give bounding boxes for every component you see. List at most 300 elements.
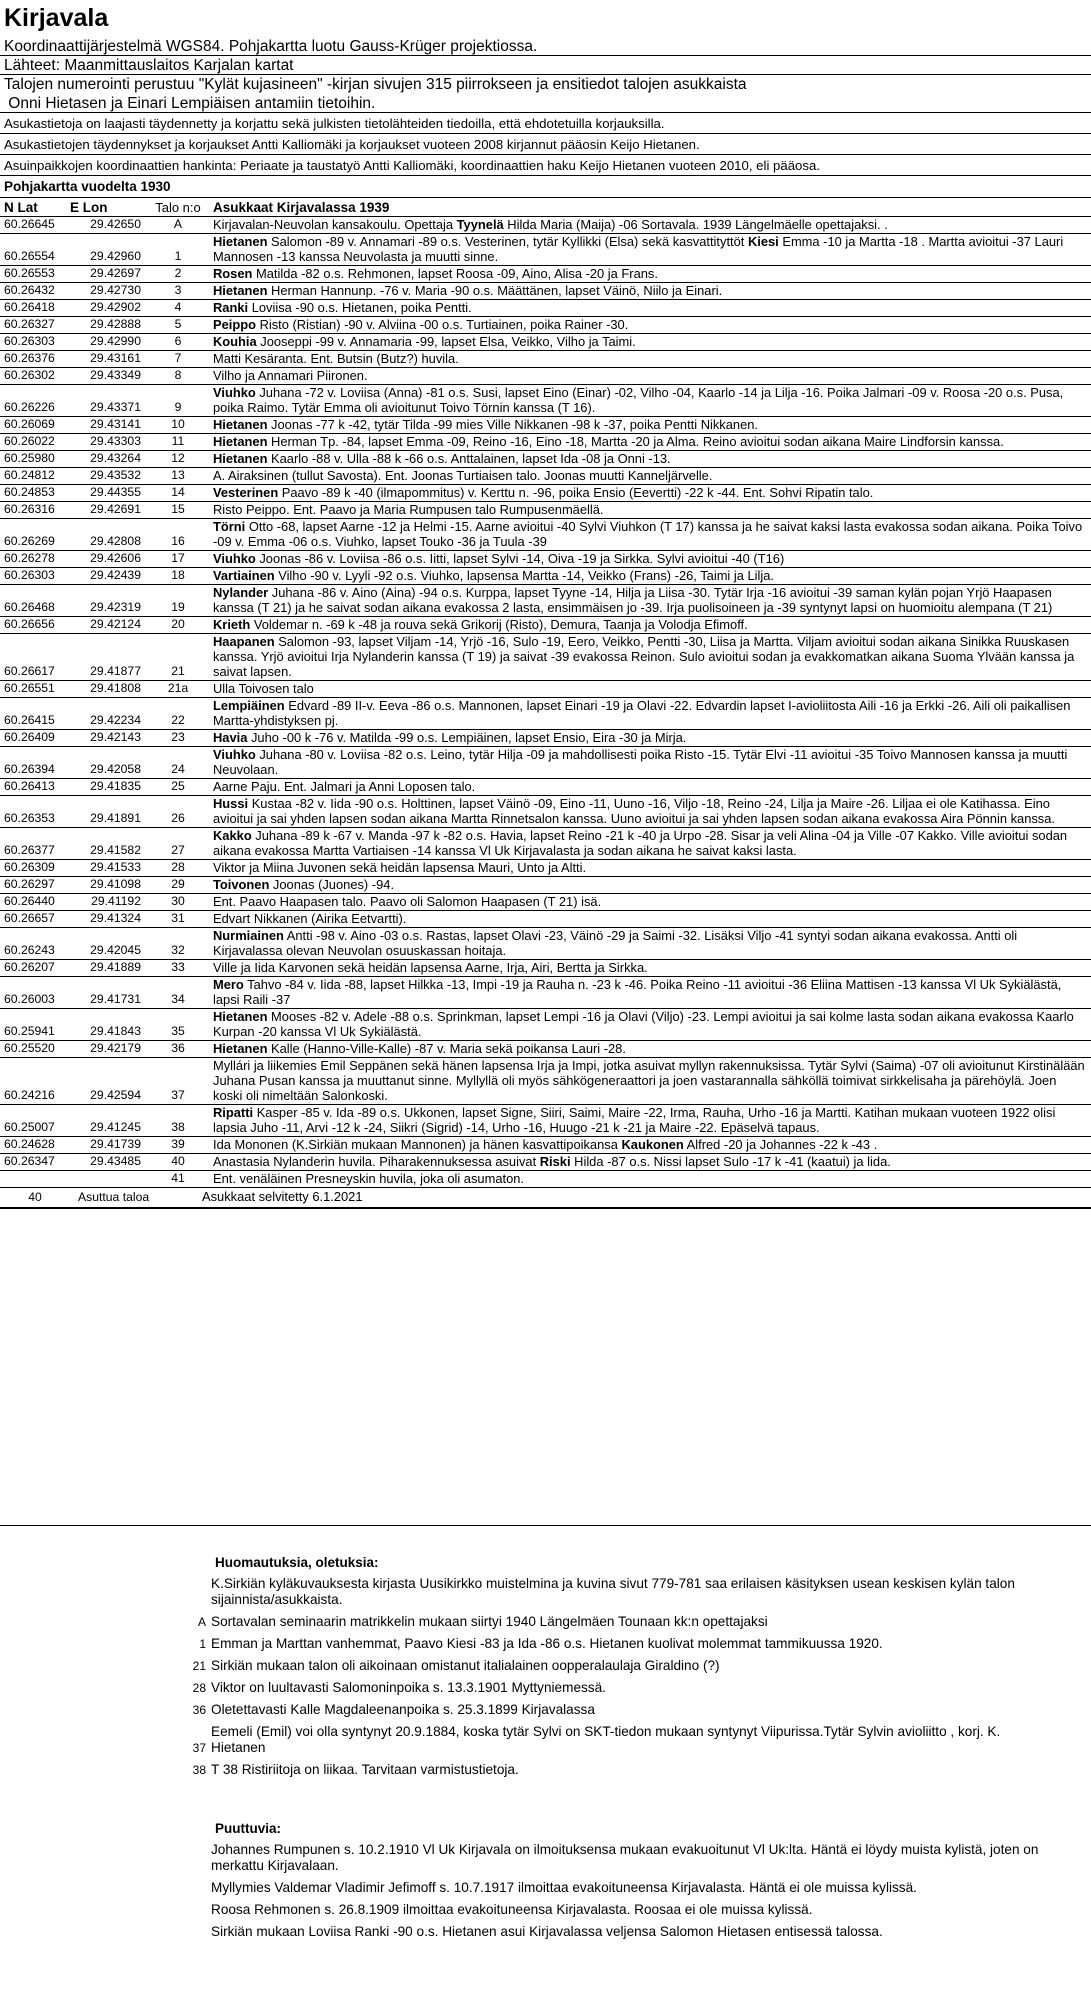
table-row	[0, 928, 1091, 960]
row-family-name: Hietanen	[213, 1009, 268, 1024]
page-title: Kirjavala	[4, 4, 109, 32]
missing-list	[0, 1842, 1091, 1940]
row-house-number: 11	[171, 434, 185, 448]
table-row	[0, 266, 1091, 283]
row-house-number: 10	[171, 417, 185, 431]
row-lon: 29.42606	[90, 551, 141, 565]
row-lat: 60.26617	[4, 664, 55, 678]
note-text: Sortavalan seminaarin matrikkelin mukaan siirtyi 1940 Längelmäen Tounaan kk:n opettajaksi	[211, 1614, 768, 1629]
note-text: Sirkiän mukaan talon oli aikoinaan omistanut italialainen oopperalaulaja Giraldino (?)	[211, 1658, 720, 1673]
row-residents	[211, 502, 1091, 517]
row-lat: 60.26645	[4, 217, 55, 231]
col-lon: E Lon	[70, 200, 108, 215]
table-row	[0, 451, 1091, 468]
row-residents	[211, 828, 1091, 858]
row-house-number: 2	[174, 266, 182, 280]
row-house-number: 1	[174, 249, 182, 263]
row-residents	[211, 417, 1091, 432]
row-lat: 60.26022	[4, 434, 55, 448]
row-residents	[211, 585, 1091, 615]
row-lat: 60.26376	[4, 351, 55, 365]
row-lon: 29.42179	[90, 1041, 141, 1055]
row-lon: 29.43532	[90, 468, 141, 482]
row-text: Kaarlo -88 v. Ulla -88 k -66 o.s. Anttalainen, lapset Ida -08 ja Onni -13.	[267, 451, 671, 466]
row-lon: 29.41582	[90, 843, 141, 857]
row-residents	[211, 485, 1091, 500]
table-row	[0, 385, 1091, 417]
summary-count: 40	[28, 1190, 42, 1204]
row-house-number: 18	[171, 568, 185, 582]
row-house-number: 29	[171, 877, 185, 891]
row-text: Juho -00 k -76 v. Matilda -99 o.s. Lempiäinen, lapset Ensio, Eira -30 ja Mirja.	[247, 730, 687, 745]
row-lat: 60.26069	[4, 417, 55, 431]
table-row	[0, 485, 1091, 502]
row-lon: 29.43371	[90, 400, 141, 414]
row-residents	[211, 1154, 1091, 1169]
row-house-number: 36	[171, 1041, 185, 1055]
row-text: Juhana -72 v. Loviisa (Anna) -81 o.s. Susi, lapset Eino (Einar) -02, Vilho -04, Kaarlo -14 ja Lilja -16. Poika Jalmari -09 v. Roosa -20 o.s. Pusa, poika Raimo. Tytär Emma oli avioitunut Toivo Törnin kanssa (T 16).	[213, 385, 1064, 415]
row-lat: 60.26226	[4, 400, 55, 414]
row-residents	[211, 681, 1091, 696]
row-lat: 60.26657	[4, 911, 55, 925]
note-item	[0, 1762, 1091, 1778]
row-lat: 60.26554	[4, 249, 55, 263]
row-residents	[211, 1058, 1091, 1103]
header-line-corrections: Asukastietojen täydennykset ja korjaukset Antti Kalliomäki ja korjaukset vuoteen 2008 kirjannut pääosin Keijo Hietanen.	[0, 134, 1091, 155]
row-residents	[211, 928, 1091, 958]
row-text: A. Airaksinen (tullut Savosta). Ent. Joonas Turtiaisen talo. Joonas muutti Kanneljärvelle.	[213, 468, 713, 483]
row-lon: 29.41891	[90, 811, 141, 825]
row-residents	[211, 519, 1091, 549]
table-row	[0, 434, 1091, 451]
table-row	[0, 234, 1091, 266]
header-line-numbering	[0, 75, 1091, 94]
notes-list	[0, 1576, 1091, 1778]
row-text: Kasper -85 v. Ida -89 o.s. Ukkonen, lapset Signe, Siiri, Saimi, Maire -22, Irma, Rauha, Urho -16 ja Martti. Katihan mukaan vuoteen 1922 olisi lapsia Juho -11, Arvi -12 k -24, Siikri (Sigrid) -14, Urho -16, Huugo -21 k -21 ja Maire -22. Epäselvä tapaus.	[213, 1105, 1056, 1135]
row-family-name: Ranki	[213, 300, 249, 315]
row-house-number: 35	[171, 1024, 185, 1038]
row-residents	[211, 1105, 1091, 1135]
missing-item	[0, 1880, 1091, 1896]
table-row	[0, 417, 1091, 434]
col-lat: N Lat	[4, 200, 38, 215]
summary-label: Asuttua taloa	[78, 1190, 150, 1204]
row-lon: 29.41835	[90, 779, 141, 793]
row-lat: 60.26207	[4, 960, 55, 974]
table-row	[0, 468, 1091, 485]
note-item	[0, 1680, 1091, 1696]
row-residents	[211, 617, 1091, 632]
row-house-number: 15	[171, 502, 185, 516]
note-key: 37	[192, 1741, 206, 1755]
row-lat: 60.26327	[4, 317, 55, 331]
row-family-name: Kaukonen	[621, 1137, 684, 1152]
row-house-number: 13	[171, 468, 185, 482]
row-house-number: 3	[174, 283, 182, 297]
row-lat: 60.26353	[4, 811, 55, 825]
row-text: Tahvo -84 v. Iida -88, lapset Hilkka -13, Impi -19 ja Rauha n. -23 k -46. Poika Reino -11 avioitui -36 Eliina Mattisen -13 kanssa Vl Uk Sykiälästä, lapsi Raili -37	[213, 977, 1062, 1007]
row-house-number: 32	[171, 943, 185, 957]
note-key: 28	[192, 1681, 206, 1695]
row-residents	[211, 317, 1091, 332]
row-text: Matilda -82 o.s. Rehmonen, lapset Roosa -09, Aino, Alisa -20 ja Frans.	[252, 266, 658, 281]
row-house-number: 17	[171, 551, 185, 565]
row-lat: 60.24853	[4, 485, 55, 499]
row-residents	[211, 1009, 1091, 1039]
row-residents	[211, 234, 1091, 264]
row-house-number: 4	[174, 300, 182, 314]
table-row	[0, 519, 1091, 551]
row-lon: 29.42234	[90, 713, 141, 727]
row-lon: 29.42045	[90, 943, 141, 957]
table-row	[0, 551, 1091, 568]
table-row	[0, 634, 1091, 681]
row-text: Hilda Maria (Maija) -06 Sortavala. 1939 Längelmäelle opettajaksi. .	[503, 217, 888, 232]
row-house-number: 37	[171, 1088, 185, 1102]
row-text: Vilho ja Annamari Piironen.	[213, 368, 368, 383]
row-lon: 29.43161	[90, 351, 141, 365]
row-text: Viktor ja Miina Juvonen sekä heidän lapsensa Mauri, Unto ja Altti.	[213, 860, 587, 875]
row-family-name: Törni	[213, 519, 246, 534]
table-row	[0, 217, 1091, 234]
header-line-numbering-a: Talojen numerointi perustuu "Kylät kujasineen" -kirjan sivujen 315 piirrokseen ja ensitiedot talojen asukkaista	[4, 76, 747, 93]
row-family-name: Ripatti	[213, 1105, 254, 1120]
row-lat: 60.26440	[4, 894, 55, 908]
row-residents	[211, 796, 1091, 826]
row-text: Aarne Paju. Ent. Jalmari ja Anni Loposen talo.	[213, 779, 476, 794]
row-residents	[211, 568, 1091, 583]
row-family-name: Tyynelä	[456, 217, 504, 232]
row-house-number: 7	[174, 351, 182, 365]
row-house-number: 26	[171, 811, 185, 825]
row-family-name: Kiesi	[747, 234, 779, 249]
row-residents	[211, 385, 1091, 415]
table-row	[0, 1009, 1091, 1041]
row-house-number: 6	[174, 334, 182, 348]
row-text: Otto -68, lapset Aarne -12 ja Helmi -15. Aarne avioitui -40 Sylvi Viuhkon (T 17) kanssa ja he saivat kaksi lasta evakossa sodan aikana. Poika Toivo -09 v. Emma -06 o.s. Viuhko, lapset Touko -36 ja Tuula -39	[213, 519, 1083, 549]
header-line-coordinates-source: Asuinpaikkojen koordinaattien hankinta: Periaate ja taustatyö Antti Kalliomäki, koordinaattien haku Keijo Hietanen vuoteen 2010, eli pääosa.	[0, 155, 1091, 176]
row-lon: 29.42902	[90, 300, 141, 314]
row-text: Vilho -90 v. Lyyli -92 o.s. Viuhko, lapsensa Martta -14, Veikko (Frans) -26, Taimi ja Lilja.	[274, 568, 775, 583]
row-lat: 60.26551	[4, 681, 55, 695]
row-text: Risto (Ristian) -90 v. Alviina -00 o.s. Turtiainen, poika Rainer -30.	[255, 317, 629, 332]
note-item	[0, 1702, 1091, 1718]
row-text: Antti -98 v. Aino -03 o.s. Rastas, lapset Olavi -23, Väinö -29 ja Saimi -32. Lisäksi Viljo -41 syntyi sodan aikana evakossa. Antti oli Kirjavalassa olevan Neuvolan osuuskassan hoitaja.	[213, 928, 1018, 958]
missing-text: Sirkiän mukaan Loviisa Ranki -90 o.s. Hietanen asui Kirjavalassa veljensa Salomon Hietasen entisessä talossa.	[211, 1924, 883, 1939]
table-row	[0, 1154, 1091, 1171]
row-family-name: Peippo	[213, 317, 256, 332]
row-house-number: A	[173, 217, 183, 231]
row-lon: 29.42124	[90, 617, 141, 631]
row-family-name: Hietanen	[213, 1041, 268, 1056]
note-key: 1	[199, 1637, 206, 1651]
table-row	[0, 877, 1091, 894]
row-house-number: 21	[171, 664, 185, 678]
row-house-number: 8	[174, 368, 182, 382]
row-lon: 29.42888	[90, 317, 141, 331]
basemap-label: Pohjakartta vuodelta 1930	[0, 176, 1091, 198]
row-lat: 60.26377	[4, 843, 55, 857]
row-lon: 29.42960	[90, 249, 141, 263]
row-house-number: 28	[171, 860, 185, 874]
missing-text: Myllymies Valdemar Vladimir Jefimoff s. 10.7.1917 ilmoittaa evakoituneensa Kirjavalasta. Häntä ei ole muissa kylissä.	[211, 1880, 917, 1895]
table-row	[0, 911, 1091, 928]
table-row	[0, 779, 1091, 796]
row-residents	[211, 860, 1091, 875]
row-family-name: Viuhko	[213, 551, 256, 566]
row-lat: 60.26409	[4, 730, 55, 744]
row-lon: 29.42697	[90, 266, 141, 280]
row-family-name: Hietanen	[213, 417, 268, 432]
row-text: Ulla Toivosen talo	[213, 681, 314, 696]
table-row	[0, 730, 1091, 747]
row-text: Paavo -89 k -40 (ilmapommitus) v. Kerttu n. -96, poika Ensio (Eevertti) -22 k -44. Ent. Sohvi Ripatin talo.	[278, 485, 874, 500]
note-item	[0, 1724, 1091, 1756]
row-lon: 29.42319	[90, 600, 141, 614]
note-text: T 38 Ristiriitoja on liikaa. Tarvitaan varmistustietoja.	[211, 1762, 519, 1777]
row-text: Juhana -80 v. Loviisa -82 o.s. Leino, tytär Hilja -09 ja mahdollisesti poika Risto -15. Tytär Elvi -11 avioitui -35 Toivo Mannosen kanssa ja muutti Neuvolaan.	[213, 747, 1068, 777]
table-row	[0, 894, 1091, 911]
row-family-name: Vesterinen	[213, 485, 279, 500]
row-family-name: Kakko	[213, 828, 252, 843]
header-line-supplement: Asukastietoja on laajasti täydennetty ja korjattu sekä julkisten tietolähteiden tiedoilla, että ehdotetuilla korjauksilla.	[0, 113, 1091, 134]
row-lon: 29.41843	[90, 1024, 141, 1038]
table-row	[0, 1041, 1091, 1058]
row-family-name: Havia	[213, 730, 248, 745]
row-lat: 60.26394	[4, 762, 55, 776]
table-header	[0, 198, 1091, 217]
row-house-number: 27	[171, 843, 185, 857]
row-text-suffix: Emma -10 ja Martta -18 . Martta avioitui -37 Lauri Mannosen -13 kanssa Neuvolasta ja muutti sinne.	[213, 234, 1064, 264]
row-residents	[211, 217, 1091, 232]
table-row	[0, 585, 1091, 617]
row-house-number: 20	[171, 617, 185, 631]
row-family-name: Hietanen	[213, 451, 268, 466]
table-row	[0, 351, 1091, 368]
header-line-numbering-b-text: Onni Hietasen ja Einari Lempiäisen antamiin tietoihin.	[4, 95, 376, 112]
row-text: Voldemar n. -69 k -48 ja rouva sekä Grikorij (Risto), Demura, Taanja ja Volodja Efimoff.	[250, 617, 748, 632]
table-row	[0, 977, 1091, 1009]
row-residents	[211, 1171, 1091, 1186]
missing-section	[0, 1820, 1091, 1946]
row-lat: 60.26302	[4, 368, 55, 382]
row-lon: 29.42594	[90, 1088, 141, 1102]
row-lat: 60.26656	[4, 617, 55, 631]
table-row	[0, 502, 1091, 519]
row-house-number: 40	[171, 1154, 185, 1168]
table-row	[0, 617, 1091, 634]
row-house-number: 24	[171, 762, 185, 776]
row-house-number: 9	[174, 400, 182, 414]
row-text-prefix: Ida Mononen (K.Sirkiän mukaan Mannonen) ja hänen kasvattipoikansa	[213, 1137, 622, 1152]
row-text: Herman Tp. -84, lapset Emma -09, Reino -16, Eino -18, Martta -20 ja Alma. Reino avioitui sodan aikana Maire Lindforsin kanssa.	[267, 434, 1004, 449]
row-lat: 60.24812	[4, 468, 55, 482]
row-lon: 29.41889	[90, 960, 141, 974]
col-num: Talo n:o	[155, 200, 201, 215]
row-lat: 60.26297	[4, 877, 55, 891]
summary-row	[0, 1188, 1091, 1209]
row-lat: 60.26269	[4, 534, 55, 548]
row-text: Ville ja Iida Karvonen sekä heidän lapsensa Aarne, Irja, Airi, Bertta ja Sirkka.	[213, 960, 648, 975]
row-text: Joonas -77 k -42, tytär Tilda -99 mies Ville Nikkanen -98 k -37, poika Pentti Nikkanen.	[267, 417, 759, 432]
row-text: Herman Hannunp. -76 v. Maria -90 o.s. Määttänen, lapset Väinö, Niilo ja Einari.	[267, 283, 723, 298]
missing-item	[0, 1902, 1091, 1918]
row-text: Hilda -87 o.s. Nissi lapset Sulo -17 k -41 (kaatui) ja lida.	[570, 1154, 891, 1169]
row-lon: 29.42730	[90, 283, 141, 297]
row-lat: 60.26413	[4, 779, 55, 793]
table-row	[0, 1058, 1091, 1105]
row-lat: 60.26432	[4, 283, 55, 297]
row-residents	[211, 1137, 1091, 1152]
row-house-number: 39	[171, 1137, 185, 1151]
row-lon: 29.43485	[90, 1154, 141, 1168]
row-family-name: Krieth	[213, 617, 251, 632]
header-line-coordinates: Koordinaattijärjestelmä WGS84. Pohjakartta luotu Gauss-Krüger projektiossa.	[0, 37, 1091, 56]
row-text: Risto Peippo. Ent. Paavo ja Maria Rumpusen talo Rumpusenmäellä.	[213, 502, 604, 517]
note-text: Viktor on luultavasti Salomoninpoika s. 13.3.1901 Myttyniemessä.	[211, 1680, 606, 1695]
row-lon: 29.41731	[90, 992, 141, 1006]
row-text: Mooses -82 v. Adele -88 o.s. Sprinkman, lapset Lempi -16 ja Olavi (Viljo) -23. Lempi avioitui ja sai kolme lasta sodan aikana evakossa Kaarlo Kurpan -20 kanssa Vl Uk Sykiälästä.	[213, 1009, 1074, 1039]
row-text: Joonas (Juones) -94.	[269, 877, 395, 892]
table-row	[0, 300, 1091, 317]
row-house-number: 16	[171, 534, 185, 548]
row-family-name: Hietanen	[213, 234, 268, 249]
missing-item	[0, 1924, 1091, 1940]
missing-text: Johannes Rumpunen s. 10.2.1910 Vl Uk Kirjavala on ilmoituksensa mukaan evakuoitunut Vl Uk:lta. Häntä ei löydy muista kylistä, joten on merkattu Kirjavalaan.	[211, 1842, 1039, 1873]
divider-line	[0, 1525, 1091, 1526]
row-family-name: Hietanen	[213, 434, 268, 449]
note-key: 21	[192, 1659, 206, 1673]
table-row	[0, 1137, 1091, 1154]
row-lon: 29.42058	[90, 762, 141, 776]
row-house-number: 38	[171, 1120, 185, 1134]
row-residents	[211, 634, 1091, 679]
row-lat: 60.26553	[4, 266, 55, 280]
row-text: Matti Kesäranta. Ent. Butsin (Butz?) huvila.	[213, 351, 459, 366]
row-lat: 60.26415	[4, 713, 55, 727]
row-residents	[211, 960, 1091, 975]
row-text: Ent. venäläinen Presneyskin huvila, joka oli asumaton.	[213, 1171, 524, 1186]
row-lon: 29.41739	[90, 1137, 141, 1151]
missing-item	[0, 1842, 1091, 1874]
row-residents	[211, 894, 1091, 909]
row-lon: 29.41192	[91, 894, 141, 908]
row-lat: 60.25941	[4, 1024, 55, 1038]
table-row	[0, 960, 1091, 977]
row-lon: 29.42808	[90, 534, 141, 548]
row-residents	[211, 977, 1091, 1007]
row-lon: 29.41098	[90, 877, 141, 891]
row-lat: 60.25520	[4, 1041, 55, 1055]
row-text: Myllári ja liikemies Emil Seppänen sekä hänen lapsensa Irja ja Impi, jotka asuivat myllyn rakennuksissa. Tytär Sylvi (Saima) -07 oli avioitunut Kirstinälään Juhana Pusan kanssa ja muuttanut sinne. Myllyllä oli myös sähkögeneraattori ja joen vastarannalla sähköllä toimivat sirkkelisaha ja pärehöylä. Joen koski oli nimeltään Salonkoski.	[213, 1058, 1085, 1103]
note-key: 38	[192, 1763, 206, 1777]
row-family-name: Toivonen	[213, 877, 270, 892]
header-line-numbering-b	[0, 94, 1091, 113]
row-lon: 29.44355	[90, 485, 141, 499]
residents-table	[0, 217, 1091, 1188]
table-row	[0, 334, 1091, 351]
row-lat: 60.24216	[4, 1088, 55, 1102]
row-family-name: Rosen	[213, 266, 253, 281]
row-family-name: Mero	[213, 977, 244, 992]
table-row	[0, 368, 1091, 385]
row-house-number: 5	[174, 317, 182, 331]
row-lon: 29.42439	[90, 568, 141, 582]
row-text: Edvard -89 II-v. Eeva -86 o.s. Mannonen, lapset Einari -19 ja Olavi -22. Edvardin lapset I-avioliitosta Aili -16 ja Erkki -26. Aili oli paikallisen Martta-yhdistyksen pj.	[213, 698, 1071, 728]
row-family-name: Viuhko	[213, 385, 256, 400]
row-residents	[211, 877, 1091, 892]
row-family-name: Vartiainen	[213, 568, 275, 583]
row-text: Salomon -93, lapset Viljam -14, Yrjö -16, Sulo -19, Eero, Veikko, Pentti -30, Liisa ja Martta. Viljam avioitui sodan aikana Sinikka Ruuskasen kanssa. Yrjö avioitui Irja Nylanderin kanssa (T 19) ja saivat -39 evakossa Reinon. Sulo avioitui sodan ja evakkomatkan aikana Suoma Ylvään kanssa ja saivat lapsen.	[213, 634, 1075, 679]
row-text: Alfred -20 ja Johannes -22 k -43 .	[683, 1137, 878, 1152]
row-house-number: 31	[171, 911, 185, 925]
row-residents	[211, 468, 1091, 483]
row-residents	[211, 434, 1091, 449]
row-lat: 60.26418	[4, 300, 55, 314]
note-text: Eemeli (Emil) voi olla syntynyt 20.9.1884, koska tytär Sylvi on SKT-tiedon mukaan syntynyt Viipurissa.Tytär Sylvin avioliitto , korj. K. Hietanen	[211, 1724, 1001, 1755]
row-text: Loviisa -90 o.s. Hietanen, poika Pentti.	[248, 300, 472, 315]
row-family-name: Viuhko	[213, 747, 256, 762]
missing-text: Roosa Rehmonen s. 26.8.1909 ilmoittaa evakoituneensa Kirjavalasta. Roosaa ei ole muissa kylissä.	[211, 1902, 813, 1917]
row-residents	[211, 300, 1091, 315]
row-lon: 29.42650	[90, 217, 141, 231]
table-row	[0, 681, 1091, 698]
row-family-name: Nurmiainen	[213, 928, 284, 943]
note-key: A	[197, 1615, 206, 1629]
row-text: Edvart Nikkanen (Airika Eetvartti).	[213, 911, 407, 926]
row-family-name: Kouhia	[213, 334, 257, 349]
row-residents	[211, 911, 1091, 926]
row-house-number: 30	[171, 894, 185, 908]
col-residents: Asukkaat Kirjavalassa 1939	[213, 200, 390, 215]
row-house-number: 25	[171, 779, 185, 793]
table-row	[0, 698, 1091, 730]
row-lat: 60.25007	[4, 1120, 55, 1134]
row-text-prefix: Kirjavalan-Neuvolan kansakoulu. Opettaja	[213, 217, 457, 232]
row-lat: 60.26003	[4, 992, 55, 1006]
row-text: Joonas -86 v. Loviisa -86 o.s. Iitti, lapset Sylvi -14, Oiva -19 ja Sirkka. Sylvi avioitui -40 (T16)	[255, 551, 785, 566]
row-text: Salomon -89 v. Annamari -89 o.s. Vesterinen, tytär Kyllikki (Elsa) sekä kasvattityttöt	[267, 234, 748, 249]
row-family-name: Riski	[539, 1154, 571, 1169]
row-lon: 29.41808	[90, 681, 141, 695]
row-lat: 60.26303	[4, 334, 55, 348]
table-row	[0, 283, 1091, 300]
row-lon: 29.41877	[90, 664, 141, 678]
row-lat: 60.26316	[4, 502, 55, 516]
row-lon: 29.42691	[90, 502, 141, 516]
row-lon: 29.43349	[90, 368, 141, 382]
table-row	[0, 1105, 1091, 1137]
notes-section	[0, 1554, 1091, 1784]
note-key: 36	[192, 1703, 206, 1717]
row-lon: 29.41245	[90, 1120, 141, 1134]
row-residents	[211, 368, 1091, 383]
row-house-number: 33	[171, 960, 185, 974]
row-lon: 29.42143	[90, 730, 141, 744]
table-row	[0, 317, 1091, 334]
table-row	[0, 747, 1091, 779]
row-residents	[211, 730, 1091, 745]
table-row	[0, 568, 1091, 585]
row-residents	[211, 283, 1091, 298]
row-lon: 29.41324	[90, 911, 141, 925]
note-item	[0, 1576, 1091, 1608]
table-row	[0, 796, 1091, 828]
row-text: Jooseppi -99 v. Annamaria -99, lapset Elsa, Veikko, Vilho ja Taimi.	[256, 334, 636, 349]
table-row	[0, 828, 1091, 860]
row-house-number: 23	[171, 730, 185, 744]
row-lon: 29.41533	[90, 860, 141, 874]
